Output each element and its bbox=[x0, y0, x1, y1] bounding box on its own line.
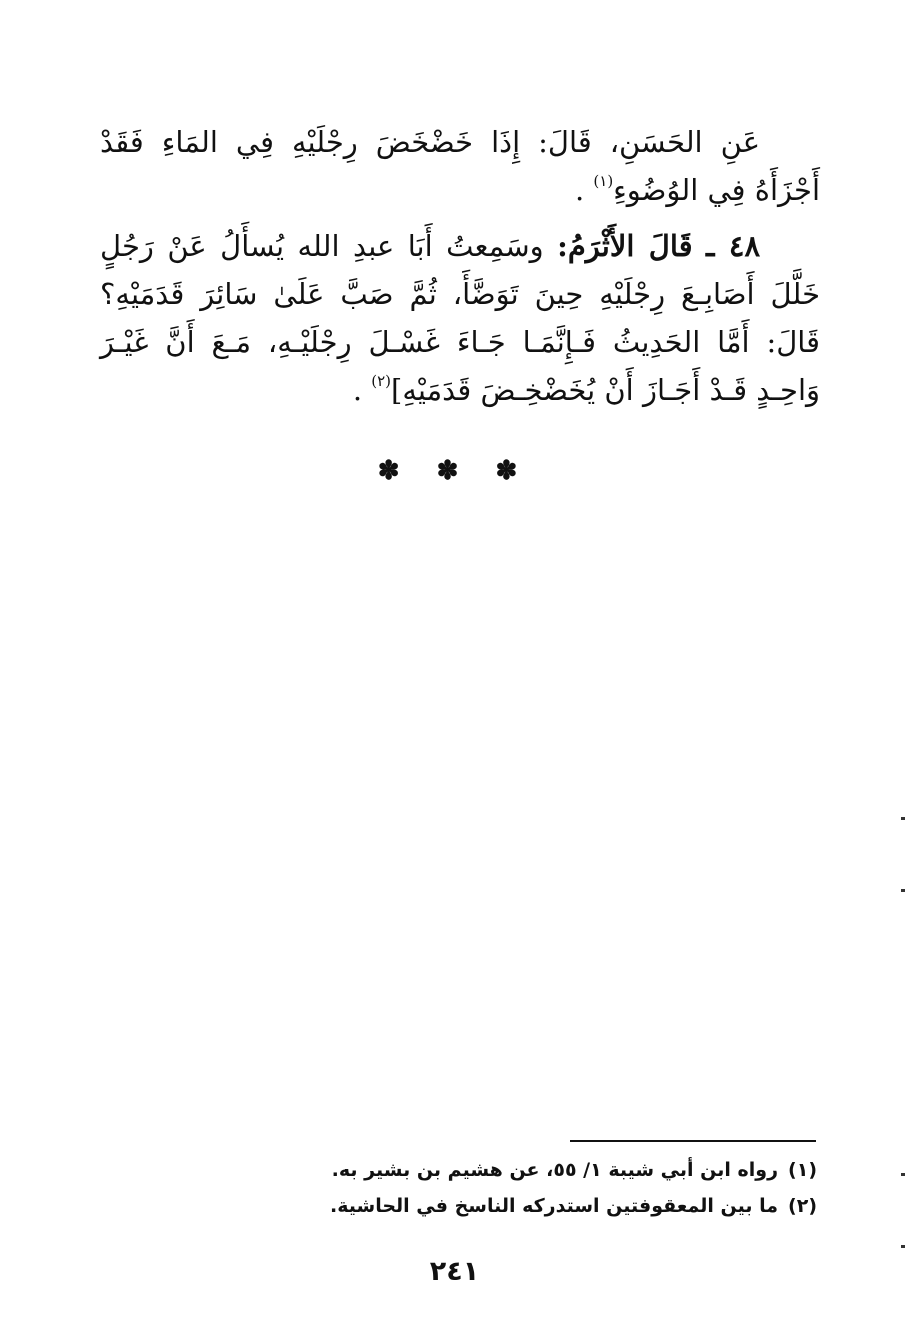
footnote-1-number: (١) bbox=[788, 1159, 817, 1181]
footnote-1 bbox=[97, 1152, 817, 1188]
footnote-1-text: رواه ابن أبي شيبة ١/ ٥٥، عن هشيم بن بشير به. bbox=[331, 1159, 779, 1181]
paragraph-48 bbox=[100, 222, 820, 414]
paragraph-1 bbox=[100, 118, 820, 214]
scan-edge-mark bbox=[901, 1245, 905, 1248]
paragraph-1-end: . bbox=[574, 173, 585, 207]
page-number: ٢٤١ bbox=[429, 1256, 480, 1287]
footnotes bbox=[97, 1152, 817, 1224]
footnote-ref-1[interactable]: (١) bbox=[593, 172, 614, 190]
footnote-ref-2[interactable]: (٢) bbox=[371, 372, 392, 390]
scan-edge-mark bbox=[901, 817, 905, 820]
scan-edge-mark bbox=[901, 889, 905, 892]
paragraph-number: ٤٨ ـ bbox=[706, 229, 761, 263]
footnote-2-text: ما بين المعقوفتين استدركه الناسخ في الحاشية. bbox=[330, 1195, 779, 1217]
footnote-2 bbox=[97, 1188, 817, 1224]
footnote-2-number: (٢) bbox=[788, 1195, 817, 1217]
speaker-label: قَالَ الأَثْرَمُ: bbox=[557, 229, 693, 263]
main-text bbox=[100, 118, 820, 414]
paragraph-48-text: وسَمِعتُ أَبَا عبدِ الله يُسأَلُ عَنْ رَجُلٍ خَلَّلَ أَصَابِـعَ رِجْلَيْهِ حِينَ تَوَضَّأَ، ثُمَّ صَبَّ عَلَىٰ سَائِرَ قَدَمَيْهِ؟ قَالَ: أَمَّا الحَدِيثُ فَـإِنَّمَـا جَـاءَ غَسْـلَ رِجْلَيْـهِ، مَـعَ أَنَّ غَيْـرَ وَاحِـدٍ قَـدْ أَجَـازَ أَنْ يُخَضْخِـضَ قَدَمَيْهِ] bbox=[100, 229, 820, 407]
section-separator: ✽ ✽ ✽ bbox=[377, 456, 532, 486]
paragraph-48-end: . bbox=[352, 373, 363, 407]
footnote-divider bbox=[570, 1140, 816, 1142]
scan-edge-mark bbox=[901, 1173, 905, 1176]
paragraph-1-text: عَنِ الحَسَنِ، قَالَ: إِذَا خَضْخَضَ رِجْلَيْهِ فِي المَاءِ فَقَدْ أَجْزَأَهُ فِي الوُضُوءِ bbox=[100, 125, 820, 207]
